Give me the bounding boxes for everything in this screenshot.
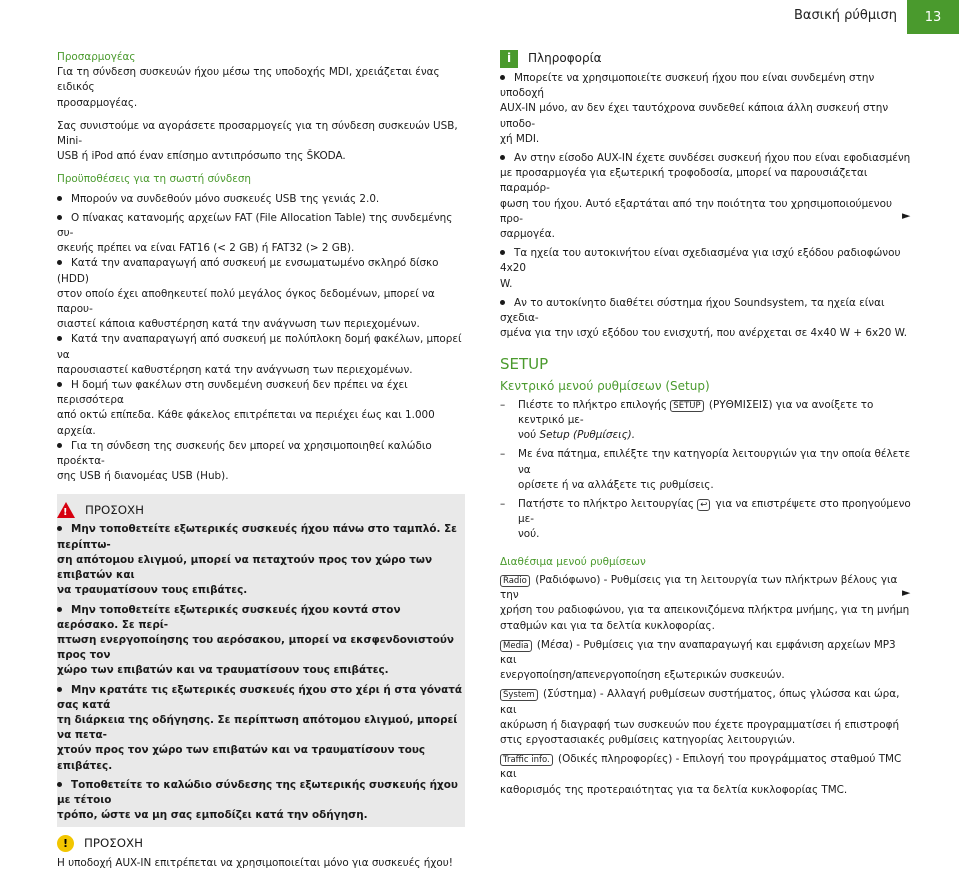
bullet-icon bbox=[500, 300, 505, 305]
adapters-text-line: προσαρμογέας. bbox=[57, 96, 138, 109]
list-item: Μην τοποθετείτε εξωτερικές συσκευές ήχου κοντά στον αερόσακο. Σε περί- πτωση ενεργοποίησης του αερόσακου, μπορεί να εκσφενδονιστούν προς τον χώρο των επιβατών και να τραυματίσουν τους επιβάτες. bbox=[57, 603, 454, 677]
list-item: Ο πίνακας κατανομής αρχείων FAT (File Allocation Table) της συνδεμένης συ- σκευής πρέπει να είναι FAT16 (< 2 GB) ή FAT32 (> 2 GB). bbox=[57, 211, 453, 255]
bullet-icon bbox=[57, 526, 62, 531]
bullet-icon bbox=[57, 336, 62, 341]
list-item: Traffic info. (Οδικές πληροφορίες) - Επιλογή του προγράμματος σταθμού TMC και καθορισμός της προτεραιότητας για τα δελτία κυκλοφορίας TMC. bbox=[500, 753, 902, 796]
list-item: Αν στην είσοδο AUX-IN έχετε συνδέσει συσκευή ήχου που είναι εφοδιασμένη με προσαρμογέα για εξωτερική τροφοδοσία, μπορεί να παρουσιάζεται παραμόρ- φωση του ήχου. Αυτό εξαρτάται από την ποιότητα του χρησιμοποιούμενου προ- σαρμογέα. bbox=[500, 152, 911, 241]
bullet-icon bbox=[500, 155, 505, 160]
info-list bbox=[500, 71, 912, 341]
list-item: Media (Μέσα) - Ρυθμίσεις για την αναπαραγωγή και εμφάνιση αρχείων MP3 και ενεργοποίηση/απενεργοποίηση εξωτερικών συσκευών. bbox=[500, 638, 896, 682]
note-header bbox=[57, 835, 465, 852]
setup-subtitle: Κεντρικό μενού ρυθμίσεων (Setup) bbox=[500, 378, 710, 393]
list-item: Μπορούν να συνδεθούν μόνο συσκευές USB της γενιάς 2.0. bbox=[57, 192, 465, 207]
continue-arrow-icon: ► bbox=[902, 586, 911, 599]
bullet-icon bbox=[500, 75, 505, 80]
setup-title: SETUP bbox=[500, 355, 549, 374]
caution-title: ΠΡΟΣΟΧΗ bbox=[85, 502, 144, 517]
exclamation-icon: ! bbox=[57, 835, 74, 852]
adapters-text-line: USB ή iPod από έναν επίσημο αντιπρόσωπο της ŠKODA. bbox=[57, 150, 346, 163]
list-item: Τα ηχεία του αυτοκινήτου είναι σχεδιασμένα για ισχύ εξόδου ραδιοφώνου 4x20 W. bbox=[500, 247, 901, 290]
menu-list bbox=[500, 573, 912, 798]
prerequisites-heading: Προϋποθέσεις για τη σωστή σύνδεση bbox=[57, 173, 252, 186]
note-title: ΠΡΟΣΟΧΗ bbox=[84, 836, 143, 851]
adapters-text-line: Για τη σύνδεση συσκευών ήχου μέσω της υποδοχής MDI, χρειάζεται ένας ειδικός bbox=[57, 66, 440, 94]
media-key-icon: Media bbox=[500, 640, 532, 652]
note-text: Η υποδοχή AUX-IN επιτρέπεται να χρησιμοποιείται μόνο για συσκευές ήχου! bbox=[57, 857, 453, 870]
list-item: Μην τοποθετείτε εξωτερικές συσκευές ήχου πάνω στο ταμπλό. Σε περίπτω- ση απότομου ελιγμού, μπορεί να πεταχτούν προς τον χώρο των επιβατών και να τραυματίσουν τους επιβάτες. bbox=[57, 523, 457, 597]
bullet-icon bbox=[57, 443, 62, 448]
list-item: Τοποθετείτε το καλώδιο σύνδεσης της εξωτερικής συσκευής ήχου με τέτοιο τρόπο, ώστε να μη σας εμποδίζει κατά την οδήγηση. bbox=[57, 778, 458, 822]
radio-key-icon: Radio bbox=[500, 575, 530, 587]
caution-list bbox=[57, 522, 465, 823]
list-item: Κατά την αναπαραγωγή από συσκευή με πολύπλοκη δομή φακέλων, μπορεί να παρουσιαστεί καθυστέρηση κατά την ανάγνωση των περιεχομένων. bbox=[57, 333, 462, 376]
dash-icon: – bbox=[500, 448, 506, 461]
chapter-title: Βασική ρύθμιση bbox=[793, 8, 897, 23]
list-item: Αν το αυτοκίνητο διαθέτει σύστημα ήχου Soundsystem, τα ηχεία είναι σχεδια- σμένα για την ισχύ εξόδου του ενισχυτή, που ανέρχεται σε 4x40 W + 6x20 W. bbox=[500, 296, 908, 340]
note-box bbox=[57, 835, 465, 871]
warning-triangle-icon: ! bbox=[57, 502, 75, 518]
right-column bbox=[500, 50, 912, 798]
list-item: Radio (Ραδιόφωνο) - Ρυθμίσεις για τη λειτουργία των πλήκτρων βέλους για την χρήση του ραδιοφώνου, για τα απεικονιζόμενα πλήκτρα μνήμης, για τη μνήμη σταθμών και για τα δελτία κυκλοφορίας. bbox=[500, 573, 910, 632]
info-header bbox=[500, 50, 912, 68]
bullet-icon bbox=[57, 196, 62, 201]
steps-list bbox=[500, 398, 912, 543]
traffic-info-key-icon: Traffic info. bbox=[500, 754, 553, 766]
back-key-icon: ↩ bbox=[697, 499, 710, 511]
prerequisites-list bbox=[57, 192, 465, 485]
dash-icon: – bbox=[500, 398, 506, 411]
setup-key-icon: SETUP bbox=[670, 400, 703, 412]
bullet-icon bbox=[57, 782, 62, 787]
bullet-icon bbox=[500, 250, 505, 255]
left-column bbox=[57, 50, 465, 872]
list-item: Μην κρατάτε τις εξωτερικές συσκευές ήχου στο χέρι ή στα γόνατά σας κατά τη διάρκεια της οδήγησης. Σε περίπτωση απότομου ελιγμού, μπορεί να πετα- χτούν προς τον χώρο των επιβατών και να τραυματίσουν τους επιβάτες. bbox=[57, 683, 463, 772]
page-number: 13 bbox=[907, 0, 959, 34]
list-item: Η δομή των φακέλων στη συνδεμένη συσκευή δεν πρέπει να έχει περισσότερα από οκτώ επίπεδα. Κάθε φάκελος επιτρέπεται να περιέχει έως και 1.000 αρχεία. bbox=[57, 379, 435, 437]
continue-arrow-icon: ► bbox=[902, 209, 911, 222]
adapters-heading: Προσαρμογέας bbox=[57, 51, 136, 63]
list-item: System (Σύστημα) - Αλλαγή ρυθμίσεων συστήματος, όπως γλώσσα και ώρα, και ακύρωση ή διαγραφή των συσκευών που έχετε προγραμματίσει ή επιστροφή στις εργοστασιακές ρυθμίσεις κατηγορίας λειτουργιών. bbox=[500, 688, 900, 746]
list-item: – Πατήστε το πλήκτρο λειτουργίας ↩ για να επιστρέψετε στο προηγούμενο με- νού. bbox=[500, 497, 912, 543]
list-item: – Πιέστε το πλήκτρο επιλογής SETUP (ΡΥΘΜΙΣΕΙΣ) για να ανοίξετε το κεντρικό με- νού Setup (Ρυθμίσεις). bbox=[500, 398, 912, 444]
list-item: Μπορείτε να χρησιμοποιείτε συσκευή ήχου που είναι συνδεμένη στην υποδοχή AUX-IN μόνο, αν δεν έχει ταυτόχρονα συνδεθεί κάποια άλλη συσκευή στην υποδο- χή MDI. bbox=[500, 72, 889, 145]
info-title: Πληροφορία bbox=[528, 51, 602, 66]
caution-header bbox=[57, 502, 465, 518]
caution-box bbox=[57, 494, 465, 827]
list-item: Για τη σύνδεση της συσκευής δεν μπορεί να χρησιμοποιηθεί καλώδιο προέκτα- σης USB ή διανομέας USB (Hub). bbox=[57, 439, 432, 483]
bullet-icon bbox=[57, 607, 62, 612]
bullet-icon bbox=[57, 382, 62, 387]
adapters-text-line: Σας συνιστούμε να αγοράσετε προσαρμογείς για τη σύνδεση συσκευών USB, Mini- bbox=[57, 119, 458, 148]
info-icon: i bbox=[500, 50, 518, 68]
overview-heading: Διαθέσιμα μενού ρυθμίσεων bbox=[500, 555, 646, 568]
bullet-icon bbox=[57, 260, 62, 265]
list-item: Κατά την αναπαραγωγή από συσκευή με ενσωματωμένο σκληρό δίσκο (HDD) στον οποίο έχει αποθηκευτεί πολύ μεγάλος όγκος δεδομένων, μπορεί να παρου- σιαστεί κάποια καθυστέρηση κατά την ανάγνωση των περιεχομένων. bbox=[57, 257, 439, 331]
dash-icon: – bbox=[500, 498, 506, 511]
system-key-icon: System bbox=[500, 689, 538, 701]
bullet-icon bbox=[57, 215, 62, 220]
list-item: – Με ένα πάτημα, επιλέξτε την κατηγορία λειτουργιών για την οποία θέλετε να ορίσετε ή να αλλάξετε τις ρυθμίσεις. bbox=[500, 447, 912, 493]
bullet-icon bbox=[57, 687, 62, 692]
